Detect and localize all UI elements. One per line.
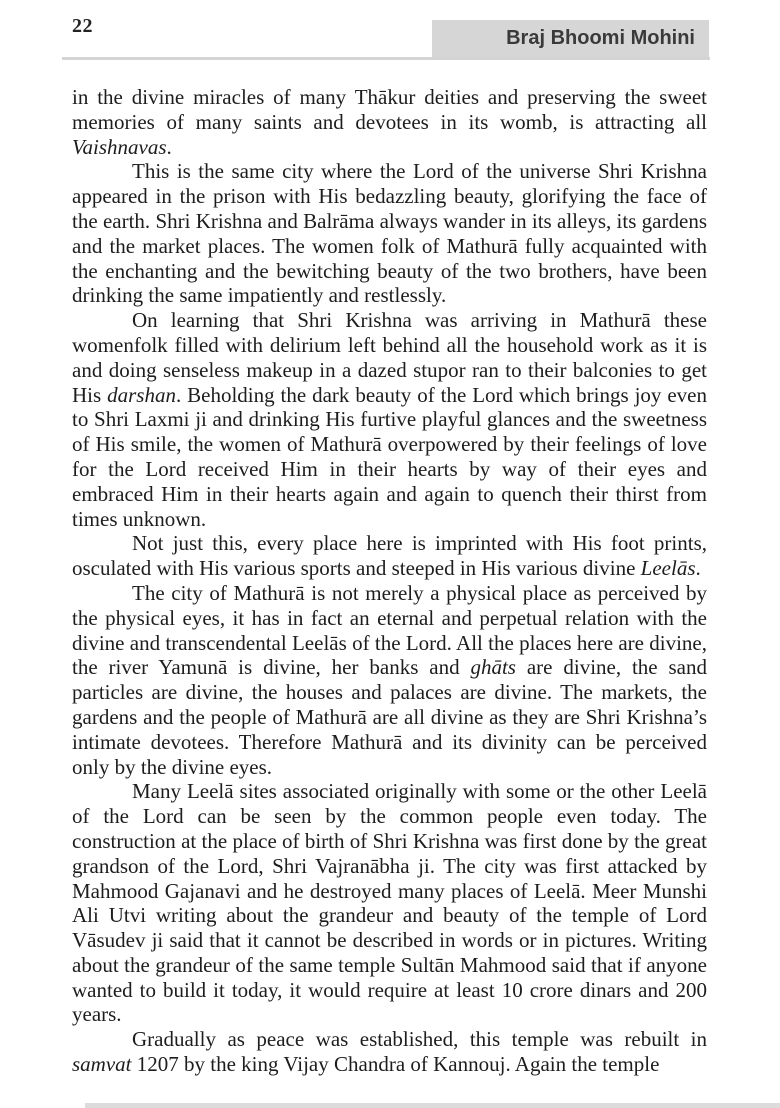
text-segment: .	[166, 134, 172, 159]
text-segment: .	[695, 556, 701, 581]
text-segment: 1207 by the king Vijay Chandra of Kannouj. Again the temple	[131, 1052, 660, 1077]
scan-edge-artifact	[85, 1103, 780, 1108]
italic-text: Vaishnavas	[72, 134, 167, 159]
text-segment: Many Leelā sites associated originally with some or the other Leelā of the Lord can be seen by the common people even today. The construction at the place of birth of Shri Krishna was first done by the great grandson of the Lord, Shri Vajranābha ji. The city was first attacked by Mahmood Gajanavi and he destroyed many places of Leelā. Meer Munshi Ali Utvi writing about the grandeur and beauty of the temple of Lord Vāsudev ji said that it cannot be described in words or in pictures. Writing about the grandeur of the same temple Sultān Mahmood said that if anyone wanted to build it today, it would require at least 10 crore dinars and 200 years.	[72, 779, 707, 1027]
italic-text: samvat	[72, 1052, 132, 1077]
text-segment: in the divine miracles of many Thākur deities and preserving the sweet memories of many saints and devotees in its womb, is attracting all	[72, 85, 707, 134]
text-segment: On learning that Shri Krishna was arriving in Mathurā these womenfolk filled with delirium left behind all the household work as it is and doing senseless makeup in a dazed stupor ran to their balconies to get His	[72, 308, 707, 407]
text-segment: . Beholding the dark beauty of the Lord which brings joy even to Shri Laxmi ji and drinking His furtive playful glances and the sweetness of His smile, the women of Mathurā overpowered by their feelings of love for the Lord received Him in their hearts by way of their eyes and embraced Him in their hearts again and again to quench their thirst from times unknown.	[72, 382, 707, 531]
paragraph	[72, 308, 707, 531]
italic-text: ghāts	[470, 655, 516, 680]
text-segment: The city of Mathurā is not merely a physical place as perceived by the physical eyes, it has in fact an eternal and perpetual relation with the divine and transcendental Leelās of the Lord. All the places here are divine, the river Yamunā is divine, her banks and	[72, 580, 707, 680]
paragraph	[72, 531, 707, 581]
paragraph	[72, 1027, 707, 1077]
italic-text: darshan	[107, 382, 176, 407]
paragraph	[72, 159, 707, 308]
header-title: Braj Bhoomi Mohini	[506, 27, 695, 49]
text-segment: Not just this, every place here is imprinted with His foot prints, osculated with His various sports and steeped in His various divine	[72, 531, 707, 581]
paragraph	[72, 85, 707, 159]
paragraph	[72, 779, 707, 1027]
body-text	[72, 85, 707, 1077]
text-segment: are divine, the sand particles are divine, the houses and palaces are divine. The markets, the gardens and the people of Mathurā are all divine as they are Shri Krishna’s intimate devotees. Therefore Mathurā and its divinity can be perceived only by the divine eyes.	[72, 655, 707, 779]
text-segment: This is the same city where the Lord of the universe Shri Krishna appeared in the prison with His bedazzling beauty, glorifying the face of the earth. Shri Krishna and Balrāma always wander in its alleys, its gardens and the market places. The women folk of Mathurā fully acquainted with the enchanting and the bewitching beauty of the two brothers, have been drinking the same impatiently and restlessly.	[72, 159, 707, 308]
paragraph	[72, 581, 707, 779]
header-band	[432, 20, 709, 57]
italic-text: Leelās	[640, 556, 696, 581]
text-segment: Gradually as peace was established, this temple was rebuilt in	[132, 1027, 707, 1052]
page-number: 22	[72, 15, 93, 37]
header-divider-line	[62, 57, 710, 60]
